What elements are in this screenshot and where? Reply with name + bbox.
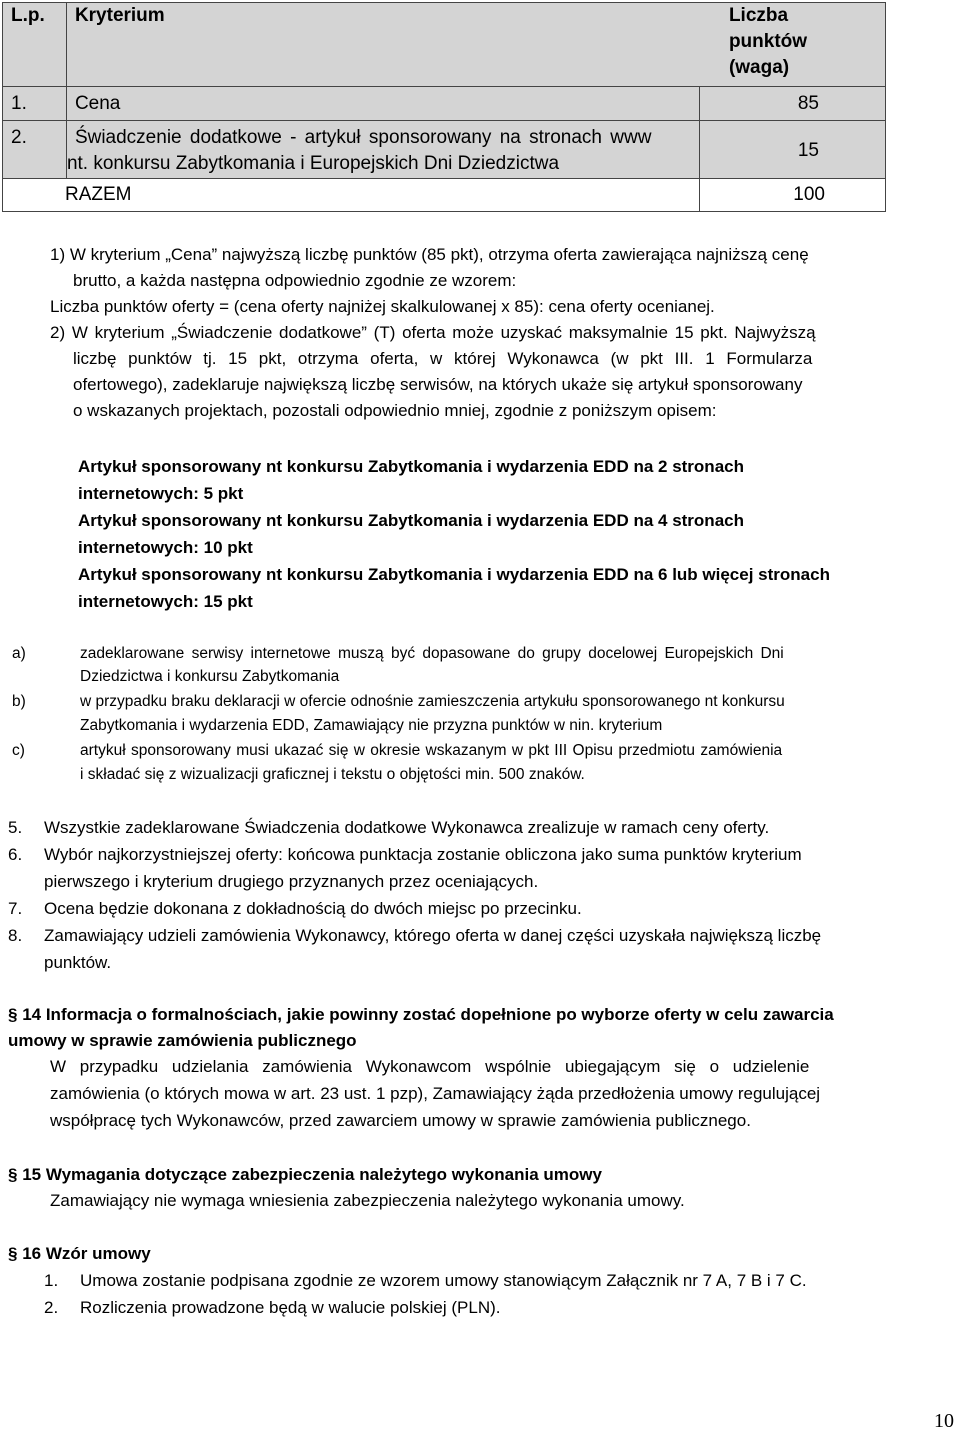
point-6-line1: Wybór najkorzystniejszej oferty: końcowa punktacja zostanie obliczona jako suma punktów kryterium bbox=[44, 845, 802, 864]
section-16-title-text: 16 Wzór umowy bbox=[22, 1244, 151, 1263]
row-name bbox=[66, 121, 699, 179]
point-8-line2: punktów. bbox=[44, 953, 112, 972]
section-14-body-line2: zamówienia (o których mowa w art. 23 ust. 1 pzp), Zamawiający żąda przedłożenia umowy regulującej bbox=[50, 1084, 821, 1103]
header-points-l1: Liczba bbox=[728, 5, 789, 26]
table-row bbox=[3, 87, 886, 121]
header-points-l2: punktów bbox=[728, 31, 808, 52]
criterion-2-line1: 2) W kryterium „Świadczenie dodatkowe” (T) oferta może uzyskać maksymalnie 15 pkt. Najwyższą bbox=[50, 323, 816, 342]
header-points bbox=[729, 3, 807, 81]
section-16-title bbox=[8, 1241, 151, 1267]
section-14-body-line3: współpracę tych Wykonawców, przed zawarciem umowy w sprawie zamówienia publicznego. bbox=[50, 1111, 751, 1130]
criterion-2-line3: ofertowego), zadeklaruje największą liczbę serwisów, na których ukaże się artykuł sponsorowany bbox=[73, 375, 803, 394]
point-7-num: 7. bbox=[8, 899, 23, 918]
section-15-title bbox=[8, 1162, 602, 1188]
condition-a-mark: a) bbox=[12, 645, 26, 662]
row-points: 85 bbox=[700, 87, 886, 121]
article-option-6-line1: Artykuł sponsorowany nt konkursu Zabytkomania i wydarzenia EDD na 6 lub więcej stronach bbox=[78, 565, 830, 584]
condition-b-mark: b) bbox=[12, 693, 26, 710]
article-option-4-line2: internetowych: 10 pkt bbox=[78, 538, 253, 557]
point-7-text: Ocena będzie dokonana z dokładnością do dwóch miejsc po przecinku. bbox=[44, 899, 582, 918]
table-header-row bbox=[3, 3, 886, 87]
header-kryterium bbox=[66, 3, 885, 87]
paragraph-sign: § bbox=[8, 1244, 18, 1263]
page-number: 10 bbox=[934, 1410, 954, 1432]
criterion-1-line1: 1) W kryterium „Cena” najwyższą liczbę punktów (85 pkt), otrzyma oferta zawierająca najniższą cenę bbox=[50, 245, 809, 264]
section-16-item-1-num: 1. bbox=[44, 1271, 59, 1290]
header-points-l3: (waga) bbox=[728, 57, 790, 78]
point-5-num: 5. bbox=[8, 818, 23, 837]
row-name: Cena bbox=[66, 87, 699, 121]
formula: Liczba punktów oferty = (cena oferty najniżej skalkulowanej x 85): cena oferty ocenianej. bbox=[50, 297, 715, 316]
section-16-item-2-num: 2. bbox=[44, 1298, 59, 1317]
point-6-line2: pierwszego i kryterium drugiego przyznanych przez oceniających. bbox=[44, 872, 539, 891]
condition-a-line2: Dziedzictwa i konkursu Zabytkomania bbox=[80, 668, 340, 685]
section-14-title-text: 14 Informacja o formalnościach, jakie powinny zostać dopełnione po wyborze oferty w celu zawarcia bbox=[22, 1005, 834, 1024]
section-16-item-2-text: Rozliczenia prowadzone będą w walucie polskiej (PLN). bbox=[80, 1298, 501, 1317]
section-14-title-line1 bbox=[8, 1002, 834, 1028]
total-label: RAZEM bbox=[3, 179, 700, 212]
criteria-table bbox=[2, 2, 886, 212]
total-points: 100 bbox=[700, 179, 886, 212]
point-5-text: Wszystkie zadeklarowane Świadczenia dodatkowe Wykonawca zrealizuje w ramach ceny oferty. bbox=[44, 818, 770, 837]
article-option-2-line2: internetowych: 5 pkt bbox=[78, 484, 244, 503]
point-8-line1: Zamawiający udzieli zamówienia Wykonawcy, którego oferta w danej części uzyskała największą liczbę bbox=[44, 926, 822, 945]
point-6-num: 6. bbox=[8, 845, 23, 864]
table-row bbox=[3, 121, 886, 179]
condition-b-line1: w przypadku braku deklaracji w ofercie odnośnie zamieszczenia artykułu sponsorowanego nt konkursu bbox=[80, 693, 785, 710]
section-15-title-text: 15 Wymagania dotyczące zabezpieczenia należytego wykonania umowy bbox=[22, 1165, 602, 1184]
paragraph-sign: § bbox=[8, 1165, 18, 1184]
point-8-num: 8. bbox=[8, 926, 23, 945]
criterion-2-line4: o wskazanych projektach, pozostali odpowiednio mniej, zgodnie z poniższym opisem: bbox=[73, 401, 717, 420]
table-total-row bbox=[3, 179, 886, 212]
condition-a-line1: zadeklarowane serwisy internetowe muszą być dopasowane do grupy docelowej Europejskich Dni bbox=[80, 645, 784, 662]
row-lp: 1. bbox=[3, 87, 67, 121]
condition-c-mark: c) bbox=[12, 742, 25, 759]
article-option-4-line1: Artykuł sponsorowany nt konkursu Zabytkomania i wydarzenia EDD na 4 stronach bbox=[78, 511, 744, 530]
condition-c-line2: i składać się z wizualizacji graficznej i tekstu o objętości min. 500 znaków. bbox=[80, 766, 585, 783]
criterion-1-line2: brutto, a każda następna odpowiednio zgodnie ze wzorem: bbox=[73, 271, 517, 290]
row-points: 15 bbox=[700, 121, 886, 179]
condition-c-line1: artykuł sponsorowany musi ukazać się w okresie wskazanym w pkt III Opisu przedmiotu zamówienia bbox=[80, 742, 783, 759]
article-option-2-line1: Artykuł sponsorowany nt konkursu Zabytkomania i wydarzenia EDD na 2 stronach bbox=[78, 457, 744, 476]
section-15-body: Zamawiający nie wymaga wniesienia zabezpieczenia należytego wykonania umowy. bbox=[50, 1191, 685, 1210]
section-14-title-line2: umowy w sprawie zamówienia publicznego bbox=[8, 1031, 357, 1050]
section-16-item-1-text: Umowa zostanie podpisana zgodnie ze wzorem umowy stanowiącym Załącznik nr 7 A, 7 B i 7 C. bbox=[80, 1271, 807, 1290]
section-14-body-line1: W przypadku udzielania zamówienia Wykonawcom wspólnie ubiegającym się o udzielenie bbox=[50, 1057, 810, 1076]
row-name-l2: nt. konkursu Zabytkomania i Europejskich Dni Dziedzictwa bbox=[66, 153, 560, 174]
paragraph-sign: § bbox=[8, 1005, 18, 1024]
criterion-2-line2: liczbę punktów tj. 15 pkt, otrzyma oferta, w której Wykonawca (w pkt III. 1 Formularza bbox=[73, 349, 813, 368]
row-name-l1: Świadczenie dodatkowe - artykuł sponsorowany na stronach www bbox=[74, 127, 652, 148]
header-lp: L.p. bbox=[3, 3, 67, 87]
header-kryterium-label: Kryterium bbox=[74, 5, 165, 26]
condition-b-line2: Zabytkomania i wydarzenia EDD, Zamawiający nie przyzna punktów w nin. kryterium bbox=[80, 717, 663, 734]
row-lp: 2. bbox=[3, 121, 67, 179]
article-option-6-line2: internetowych: 15 pkt bbox=[78, 592, 253, 611]
